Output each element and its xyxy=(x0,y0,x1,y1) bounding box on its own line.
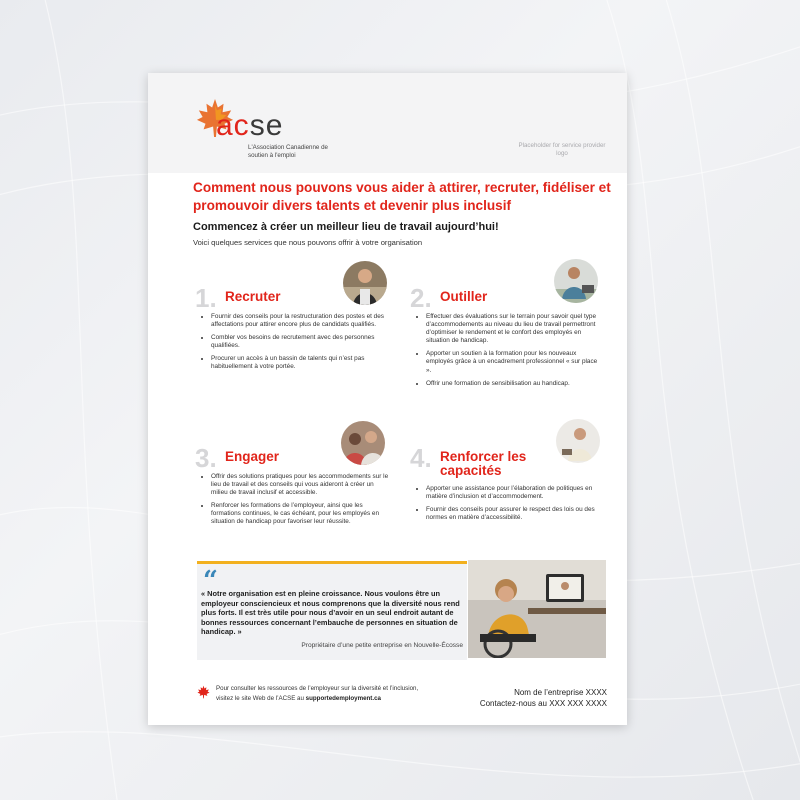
wheelchair-user-photo xyxy=(468,560,606,658)
service-recruter xyxy=(195,283,395,413)
renforcer-photo xyxy=(556,419,600,463)
website-link[interactable]: supportedemployment.ca xyxy=(305,694,381,702)
contact-phone: Contactez-nous au XXX XXX XXXX xyxy=(479,699,607,708)
engager-photo xyxy=(341,421,385,465)
logo-subtitle: L'Association Canadienne de soutien à l'emploi xyxy=(248,144,328,159)
logo-prefix: ac xyxy=(216,109,250,142)
service-number: 1. xyxy=(195,283,217,313)
service-title: Outiller xyxy=(440,289,488,304)
bullet: • Offrir des solutions pratiques pour les accommodements sur le lieu de travail et des conseils qui vous aideront à créer un milieu de travail inclusif et accessible. xyxy=(211,473,389,497)
logo-wordmark xyxy=(216,109,283,143)
service-title: Recruter xyxy=(225,289,281,304)
flyer-page xyxy=(148,73,627,725)
bullet: • Procurer un accès à un bassin de talents qui n’est pas habituellement à votre portée. xyxy=(211,355,389,371)
testimonial-box xyxy=(197,561,467,660)
bullet: • Combler vos besoins de recrutement avec des personnes qualifiées. xyxy=(211,334,389,350)
service-bullets xyxy=(416,485,604,527)
service-engager xyxy=(195,443,395,563)
logo-suffix: se xyxy=(249,109,284,142)
service-provider-logo-placeholder: Placeholder for service provider logo xyxy=(518,142,606,157)
service-number: 4. xyxy=(410,443,432,473)
outiller-photo xyxy=(554,259,598,303)
service-number: 2. xyxy=(410,283,432,313)
bullet: • Fournir des conseils pour assurer le respect des lois ou des normes en matière d’accessibilité. xyxy=(426,506,604,522)
headline: Comment nous pouvons vous aider à attirer, recruter, fidéliser et promouvoir divers talents et devenir plus inclusif xyxy=(193,180,611,213)
service-renforcer-les-capacites xyxy=(410,443,610,563)
footer-text: Pour consulter les ressources de l’employeur sur la diversité et l’inclusion, visitez le site Web de l’ACSE au xyxy=(216,685,419,702)
contact-block xyxy=(480,687,607,709)
service-title: Engager xyxy=(225,449,280,464)
bullet: • Fournir des conseils pour la restructuration des postes et des affectations pour attirer encore plus de candidats qualifiés. xyxy=(211,313,389,329)
bullet: • Effectuer des évaluations sur le terrain pour savoir quel type d’accommodements au niveau du lieu de travail permettront d’optimiser le rendement et le confort des employés en situation de handicap. xyxy=(426,313,604,345)
bullet: • Apporter un soutien à la formation pour les nouveaux employés grâce à un encadrement professionnel « sur place ». xyxy=(426,350,604,374)
intro-text: Voici quelques services que nous pouvons offrir à votre organisation xyxy=(193,238,423,247)
testimonial-text: « Notre organisation est en pleine croissance. Nous voulons être un employeur consciencieux et nous comprenons que la diversité nous rend plus forts. Il est très utile pour nous d’avoir en un seul endroit autant de bonnes ressources concernant l’embauche de personnes en situation de handicap. » xyxy=(201,589,460,637)
service-bullets xyxy=(201,473,389,532)
service-title: Renforcer les capacités xyxy=(440,449,527,478)
bullet: • Offrir une formation de sensibilisation au handicap. xyxy=(426,380,604,388)
service-number: 3. xyxy=(195,443,217,473)
bullet: • Apporter une assistance pour l’élaboration de politiques en matière d’inclusion et d’accommodement. xyxy=(426,485,604,501)
service-bullets xyxy=(416,313,604,393)
quote-mark-icon: “ xyxy=(203,566,218,596)
service-bullets xyxy=(201,313,389,377)
testimonial-author: Propriétaire d’une petite entreprise en Nouvelle-Écosse xyxy=(301,642,463,649)
recruter-photo xyxy=(343,261,387,305)
company-name: Nom de l’entreprise XXXX xyxy=(514,688,607,697)
acse-logo xyxy=(196,97,346,167)
footer-maple-leaf-icon xyxy=(197,685,210,699)
subheading: Commencez à créer un meilleur lieu de travail aujourd’hui! xyxy=(193,221,499,233)
footer-resources-text xyxy=(216,684,436,703)
bullet: • Renforcer les formations de l’employeur, ainsi que les formations continues, le cas échéant, pour les employés en situation de handicap pour favoriser leur réussite. xyxy=(211,502,389,526)
